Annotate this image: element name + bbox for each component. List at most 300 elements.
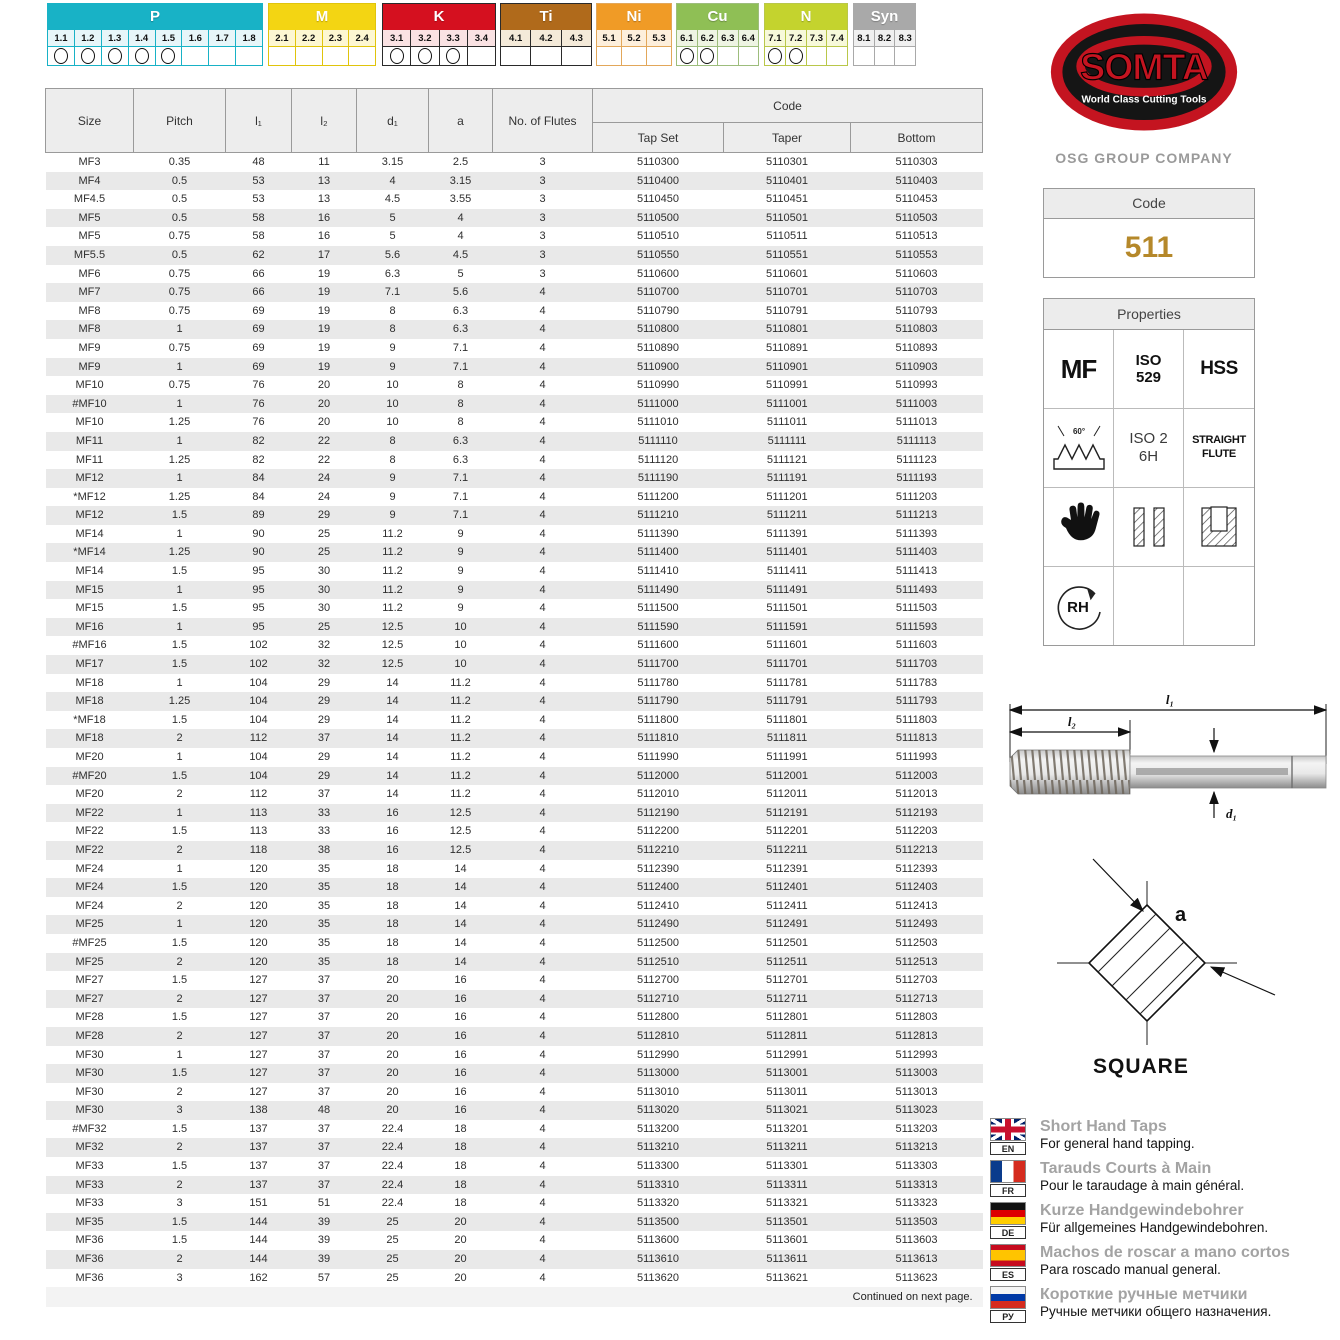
table-cell: 1 <box>176 806 183 819</box>
table-row <box>46 1269 983 1288</box>
table-cell: 5112493 <box>895 918 938 931</box>
applicable-circle-icon <box>161 48 175 64</box>
table-cell: MF22 <box>75 843 104 856</box>
material-group-ti <box>500 3 592 66</box>
table-cell: 5112513 <box>895 955 938 968</box>
material-subgroup-number: 5.1 <box>597 30 622 46</box>
material-applicability-cell <box>383 46 411 65</box>
language-description-list <box>990 1118 1338 1328</box>
table-row <box>46 376 983 395</box>
table-cell: 5111193 <box>896 472 937 485</box>
table-cell: 5111401 <box>766 546 808 559</box>
table-cell: 5112210 <box>636 843 679 856</box>
table-cell: MF28 <box>75 1011 104 1024</box>
thread-type-label: MF <box>1060 353 1097 384</box>
table-cell: MF18 <box>75 676 104 689</box>
table-cell: 5111991 <box>766 751 808 763</box>
table-cell: 5111700 <box>637 658 679 671</box>
table-cell: 20 <box>454 1234 467 1247</box>
table-cell: 58 <box>252 230 265 243</box>
table-cell: 104 <box>249 676 268 689</box>
table-cell: 14 <box>386 695 399 708</box>
material-subgroup-number: 2.2 <box>296 30 323 46</box>
continued-note: Continued on next page. <box>46 1287 983 1307</box>
table-cell: 5111603 <box>895 639 938 652</box>
table-cell: 4 <box>539 583 546 596</box>
es-flag-icon <box>990 1244 1026 1267</box>
table-cell: 6.3 <box>452 453 469 466</box>
table-cell: 5110900 <box>636 360 679 373</box>
table-cell: 90 <box>252 527 265 540</box>
table-cell: 20 <box>317 397 331 410</box>
table-cell: 20 <box>386 1067 399 1080</box>
table-cell: 12.5 <box>381 639 404 652</box>
material-subgroup-number: 7.4 <box>827 30 847 46</box>
language-code-badge: EN <box>990 1142 1026 1155</box>
material-applicability-cell <box>765 46 786 65</box>
table-row <box>46 209 983 228</box>
material-group-label: M <box>269 4 375 30</box>
material-applicability-cell <box>48 46 75 65</box>
table-cell: 137 <box>249 1160 268 1173</box>
table-cell: 5113621 <box>765 1271 808 1284</box>
table-cell: 11.2 <box>382 583 403 596</box>
table-cell: 5111013 <box>895 416 938 429</box>
table-row <box>46 618 983 637</box>
table-cell: 2 <box>176 992 183 1005</box>
col-header-a: a <box>429 89 493 153</box>
table-cell: 1.5 <box>171 936 188 949</box>
table-cell: 16 <box>454 992 467 1005</box>
table-cell: MF20 <box>75 788 104 801</box>
applicable-circle-icon <box>789 48 803 64</box>
table-row <box>46 1101 983 1120</box>
table-cell: 162 <box>249 1271 268 1284</box>
table-row <box>46 1213 983 1232</box>
table-cell: 13 <box>317 193 331 206</box>
table-row <box>46 971 983 990</box>
table-cell: 5112711 <box>766 992 808 1005</box>
table-cell: 5113011 <box>766 1085 808 1098</box>
table-cell: MF22 <box>75 806 104 819</box>
table-cell: 5110901 <box>765 360 808 373</box>
table-cell: 5110891 <box>765 341 808 354</box>
material-group-label: N <box>765 4 847 30</box>
table-cell: 38 <box>317 843 331 856</box>
table-cell: 4 <box>539 843 546 856</box>
property-blind-hole <box>1184 488 1254 567</box>
table-cell: 5110401 <box>765 174 808 187</box>
table-cell: 82 <box>252 434 265 447</box>
table-cell: 37 <box>317 1160 331 1173</box>
ru-flag-icon <box>990 1286 1026 1309</box>
table-cell: 16 <box>454 1104 467 1117</box>
table-cell: 120 <box>249 936 268 949</box>
table-cell: 3 <box>176 1104 183 1117</box>
table-cell: 11.2 <box>382 602 403 615</box>
material-subgroup-number: 8.2 <box>875 30 896 46</box>
table-cell: 5113300 <box>636 1160 679 1173</box>
table-row <box>46 897 983 916</box>
table-cell: 4 <box>539 974 546 987</box>
table-cell: 16 <box>317 230 331 243</box>
table-cell: MF8 <box>78 304 101 317</box>
applicable-circle-icon <box>108 48 122 64</box>
col-header-taper: Taper <box>724 123 851 153</box>
table-cell: 4 <box>539 1215 546 1228</box>
table-cell: 5111003 <box>895 397 938 410</box>
table-row <box>46 1064 983 1083</box>
table-cell: 9 <box>389 360 396 373</box>
table-cell: 20 <box>386 1104 399 1117</box>
property-thread-type <box>1044 330 1114 409</box>
table-cell: 5110501 <box>765 211 808 224</box>
table-cell: 5112213 <box>895 843 938 856</box>
table-cell: 5112000 <box>636 769 679 782</box>
table-cell: 8 <box>389 453 396 466</box>
table-cell: 4 <box>539 936 546 949</box>
table-cell: 24 <box>317 490 331 503</box>
table-cell: 7.1 <box>452 360 469 373</box>
table-cell: 4 <box>539 1085 546 1098</box>
table-cell: 14 <box>454 936 467 949</box>
material-label: HSS <box>1200 358 1238 379</box>
table-cell: #MF25 <box>72 936 107 949</box>
table-cell: 5110300 <box>636 156 679 168</box>
table-cell: 19 <box>317 286 331 299</box>
table-cell: 9 <box>389 490 396 503</box>
table-cell: *MF18 <box>73 713 106 726</box>
table-cell: 19 <box>317 341 331 354</box>
table-cell: 4 <box>539 713 546 726</box>
table-cell: MF33 <box>75 1197 104 1210</box>
table-cell: 18 <box>454 1178 467 1191</box>
table-cell: 1 <box>176 1048 183 1061</box>
table-cell: 5113623 <box>895 1271 938 1284</box>
table-cell: 5112391 <box>765 862 808 875</box>
table-cell: 1 <box>176 918 183 931</box>
table-cell: MF30 <box>75 1048 104 1061</box>
table-cell: 3 <box>539 248 546 261</box>
table-cell: MF5 <box>78 230 101 243</box>
table-cell: 18 <box>386 918 399 931</box>
table-cell: 4 <box>539 769 546 782</box>
material-group-cu <box>676 3 759 66</box>
table-cell: 127 <box>249 992 268 1005</box>
table-cell: 5113001 <box>765 1067 808 1080</box>
table-row <box>46 265 983 284</box>
table-row <box>46 302 983 321</box>
table-cell: 5111993 <box>895 751 938 763</box>
table-cell: 4 <box>539 639 546 652</box>
table-cell: MF36 <box>75 1271 104 1284</box>
material-applicability-cell <box>718 46 739 65</box>
table-cell: 1 <box>176 397 183 410</box>
table-cell: 4.5 <box>452 248 469 261</box>
table-cell: MF22 <box>75 825 104 838</box>
table-cell: 2 <box>176 899 183 912</box>
material-applicability-cell <box>156 46 183 65</box>
material-subgroup-number: 6.4 <box>739 30 759 46</box>
table-cell: 35 <box>317 899 331 912</box>
material-subgroup-number: 3.4 <box>468 30 495 46</box>
table-cell: 1 <box>176 434 183 447</box>
table-cell: 5111800 <box>637 713 679 726</box>
table-cell: 1.5 <box>171 713 188 726</box>
tap-square-end <box>1292 756 1326 788</box>
material-subgroup-number: 8.3 <box>895 30 915 46</box>
table-cell: MF15 <box>75 583 104 596</box>
table-cell: 4 <box>539 751 546 763</box>
table-cell: MF15 <box>75 602 104 615</box>
table-cell: 5110510 <box>636 230 679 243</box>
table-cell: 5110511 <box>766 230 808 243</box>
table-cell: 5113501 <box>765 1215 808 1228</box>
table-cell: 1.25 <box>168 546 191 559</box>
table-cell: 37 <box>317 1067 331 1080</box>
table-cell: 20 <box>317 379 331 392</box>
table-cell: 8 <box>389 434 396 447</box>
table-cell: 19 <box>317 323 331 336</box>
table-cell: 22.4 <box>381 1178 404 1191</box>
table-cell: 58 <box>252 211 265 224</box>
table-cell: 5113021 <box>765 1104 808 1117</box>
table-cell: 151 <box>249 1197 268 1210</box>
applicable-circle-icon <box>135 48 149 64</box>
table-cell: 5111203 <box>895 490 938 503</box>
table-cell: 5110450 <box>636 193 679 206</box>
table-cell: 5113211 <box>766 1141 808 1154</box>
table-cell: 5111600 <box>637 639 679 652</box>
table-cell: 5112710 <box>636 992 679 1005</box>
table-cell: 5111591 <box>766 620 808 633</box>
table-cell: 0.5 <box>171 248 188 261</box>
table-row <box>46 953 983 972</box>
table-cell: 5110303 <box>895 156 938 168</box>
material-group-label: Cu <box>677 4 758 30</box>
table-cell: 39 <box>317 1215 331 1228</box>
material-subgroup-number: 6.3 <box>718 30 739 46</box>
language-row-fr <box>990 1160 1338 1199</box>
table-cell: 5111110 <box>638 434 678 447</box>
language-code-badge: DE <box>990 1226 1026 1239</box>
table-cell: 5112811 <box>766 1029 808 1042</box>
material-group-label: Syn <box>854 4 915 30</box>
table-cell: 7.1 <box>452 472 469 485</box>
table-cell: MF14 <box>75 527 104 540</box>
applicable-circle-icon <box>54 48 68 64</box>
table-cell: 4 <box>539 1029 546 1042</box>
table-row <box>46 283 983 302</box>
table-cell: 5112500 <box>636 936 679 949</box>
applicable-circle-icon <box>390 48 404 64</box>
table-cell: 5112400 <box>636 881 679 894</box>
table-cell: MF27 <box>75 974 104 987</box>
table-cell: 11.2 <box>382 546 403 559</box>
tap-size-table <box>45 88 983 1307</box>
table-cell: 5110500 <box>636 211 679 224</box>
material-applicability-cell <box>236 46 262 65</box>
table-cell: 5113620 <box>636 1271 679 1284</box>
table-cell: 69 <box>252 360 265 373</box>
table-cell: 11.2 <box>450 695 471 708</box>
property-empty-2 <box>1184 567 1254 645</box>
table-cell: 9 <box>389 341 396 354</box>
table-cell: 5110991 <box>765 379 808 392</box>
table-cell: 138 <box>249 1104 268 1117</box>
table-cell: 5112490 <box>636 918 679 931</box>
col-header-d1: d₁ <box>357 89 429 153</box>
table-cell: 5112190 <box>636 806 679 819</box>
table-cell: 1 <box>176 751 183 763</box>
table-cell: MF33 <box>75 1178 104 1191</box>
code-box <box>1043 188 1255 278</box>
table-cell: 18 <box>386 936 399 949</box>
table-cell: 5 <box>457 267 464 280</box>
table-cell: 3.15 <box>381 156 404 168</box>
material-group-p <box>47 3 263 66</box>
table-cell: 6.3 <box>452 304 469 317</box>
table-cell: 20 <box>386 1048 399 1061</box>
table-cell: 76 <box>252 397 265 410</box>
table-cell: 14 <box>386 676 399 689</box>
table-cell: 10 <box>454 639 467 652</box>
table-row <box>46 860 983 879</box>
table-cell: 5111601 <box>766 639 808 652</box>
table-cell: 25 <box>386 1215 399 1228</box>
applicable-circle-icon <box>680 48 694 64</box>
table-cell: 5110551 <box>765 248 808 261</box>
table-cell: 53 <box>252 193 265 206</box>
table-row <box>46 543 983 562</box>
table-cell: MF27 <box>75 992 104 1005</box>
table-cell: 113 <box>249 806 268 819</box>
property-tolerance <box>1114 409 1184 488</box>
table-cell: 5113323 <box>895 1197 938 1210</box>
material-applicability-cell <box>349 46 375 65</box>
table-cell: 14 <box>454 899 467 912</box>
material-subgroup-number: 2.1 <box>269 30 296 46</box>
table-cell: 95 <box>252 602 265 615</box>
table-cell: 4.5 <box>384 193 401 206</box>
table-cell: 5112211 <box>766 843 808 856</box>
d1-label: d₁ <box>1226 806 1238 821</box>
table-cell: 2 <box>176 732 183 745</box>
table-cell: 5111790 <box>637 695 679 708</box>
table-cell: 4 <box>539 1141 546 1154</box>
language-row-es <box>990 1244 1338 1283</box>
table-cell: 90 <box>252 546 265 559</box>
table-cell: 76 <box>252 416 265 429</box>
flute-line2: FLUTE <box>1202 448 1236 460</box>
table-row <box>46 1138 983 1157</box>
table-cell: 69 <box>252 341 265 354</box>
table-cell: 4 <box>457 230 464 243</box>
table-cell: 5112501 <box>765 936 808 949</box>
table-cell: 19 <box>317 360 331 373</box>
code-box-value: 511 <box>1124 231 1174 264</box>
table-cell: MF24 <box>75 899 104 912</box>
table-cell: 10 <box>454 620 467 633</box>
table-cell: 1.5 <box>171 1122 188 1135</box>
table-row <box>46 1046 983 1065</box>
table-cell: 9 <box>457 602 464 615</box>
table-cell: 3.55 <box>449 193 472 206</box>
material-applicability-cell <box>129 46 156 65</box>
table-row <box>46 469 983 488</box>
table-cell: 12.5 <box>449 843 472 856</box>
table-cell: 5111111 <box>767 434 807 447</box>
table-cell: 137 <box>249 1141 268 1154</box>
table-cell: 20 <box>386 992 399 1005</box>
table-cell: 5111593 <box>895 620 938 633</box>
table-cell: 5111200 <box>637 490 679 503</box>
material-subgroup-number: 3.2 <box>411 30 439 46</box>
table-cell: 5112810 <box>636 1029 679 1042</box>
table-cell: 9 <box>389 472 396 485</box>
table-cell: 1 <box>176 360 183 373</box>
table-cell: MF33 <box>75 1160 104 1173</box>
property-hand-use <box>1044 488 1114 567</box>
table-cell: 0.5 <box>171 174 188 187</box>
table-cell: 5112801 <box>765 1011 808 1024</box>
table-cell: 5110503 <box>895 211 938 224</box>
table-cell: MF5.5 <box>73 248 106 261</box>
table-cell: 89 <box>252 509 265 522</box>
table-cell: 5111503 <box>895 602 938 615</box>
somta-logo <box>1048 10 1240 134</box>
table-cell: 20 <box>386 1085 399 1098</box>
table-cell: 5113613 <box>895 1253 938 1266</box>
table-cell: 5113301 <box>765 1160 808 1173</box>
table-cell: 3 <box>176 1197 183 1210</box>
table-cell: 1.25 <box>168 695 191 708</box>
table-cell: 19 <box>317 304 331 317</box>
material-applicability-cell <box>739 46 759 65</box>
table-cell: 16 <box>454 1011 467 1024</box>
table-cell: 4 <box>539 955 546 968</box>
table-cell: 127 <box>249 1085 268 1098</box>
table-cell: 5110890 <box>636 341 679 354</box>
material-subgroup-number: 2.3 <box>323 30 350 46</box>
table-cell: MF9 <box>78 360 101 373</box>
table-cell: 1.25 <box>168 416 191 429</box>
table-cell: 4 <box>539 565 546 578</box>
table-cell: 5111400 <box>637 546 679 559</box>
table-cell: 5113310 <box>636 1178 679 1191</box>
table-cell: 120 <box>249 881 268 894</box>
table-cell: MF36 <box>75 1253 104 1266</box>
table-cell: 1 <box>176 472 183 485</box>
col-header-l2: l₂ <box>292 89 357 153</box>
table-cell: 1.25 <box>168 453 191 466</box>
table-cell: 12.5 <box>381 658 404 671</box>
material-subgroup-number: 1.2 <box>75 30 102 46</box>
table-cell: 5112700 <box>636 974 679 987</box>
table-cell: 5112511 <box>766 955 808 968</box>
table-row <box>46 488 983 507</box>
table-cell: 30 <box>317 565 331 578</box>
flute-line1: STRAIGHT <box>1192 434 1246 447</box>
table-cell: 4 <box>539 416 546 429</box>
table-cell: #MF16 <box>72 639 107 652</box>
table-cell: 18 <box>386 899 399 912</box>
table-cell: 20 <box>454 1271 467 1284</box>
table-cell: 4 <box>539 434 546 447</box>
material-applicability-cell <box>786 46 807 65</box>
table-cell: 51 <box>317 1197 331 1210</box>
table-cell: 0.75 <box>168 286 191 299</box>
